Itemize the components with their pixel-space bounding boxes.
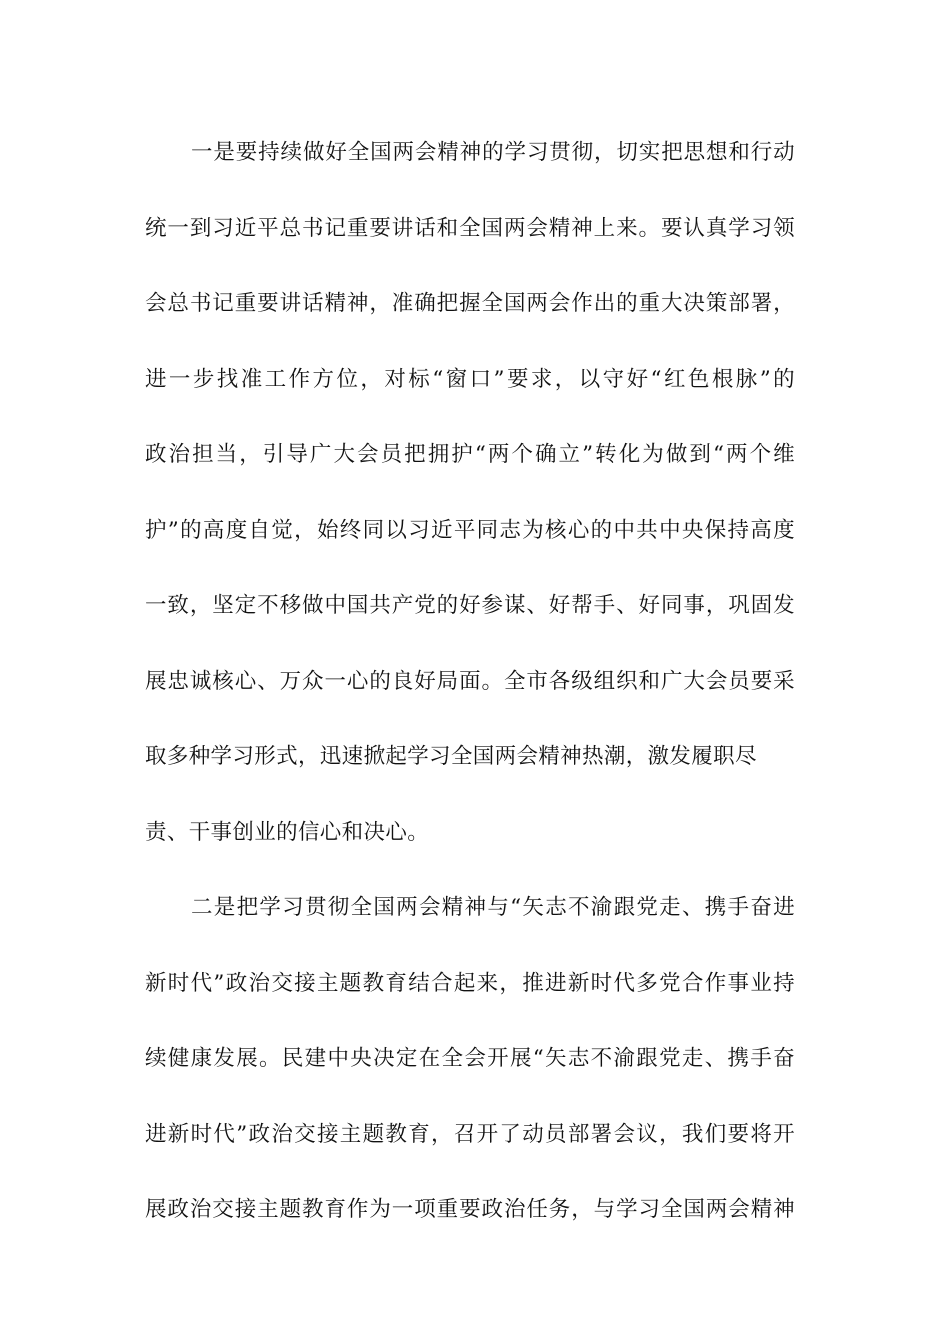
paragraph-line: 一是要持续做好全国两会精神的学习贯彻，切实把思想和行动 — [191, 140, 795, 165]
paragraph-2 — [145, 880, 795, 1258]
paragraph-line: 会总书记重要讲话精神，准确把握全国两会作出的重大决策部署， — [145, 291, 795, 316]
paragraph-line: 二是把学习贯彻全国两会精神与“矢志不渝跟党走、携手奋进 — [191, 895, 795, 920]
paragraph-line: 取多种学习形式，迅速掀起学习全国两会精神热潮，激发履职尽 — [145, 744, 757, 769]
paragraph-line: 一致，坚定不移做中国共产党的好参谋、好帮手、好同事，巩固发 — [145, 593, 795, 618]
document-body — [145, 125, 795, 1258]
paragraph-line: 展政治交接主题教育作为一项重要政治任务，与学习全国两会精神 — [145, 1197, 795, 1222]
paragraph-line: 责、干事创业的信心和决心。 — [145, 819, 430, 845]
paragraph-line: 护”的高度自觉，始终同以习近平同志为核心的中共中央保持高度 — [145, 517, 795, 543]
paragraph-line: 进一步找准工作方位，对标“窗口”要求，以守好“红色根脉”的 — [145, 366, 795, 392]
paragraph-line: 新时代”政治交接主题教育结合起来，推进新时代多党合作事业持 — [145, 970, 795, 996]
paragraph-1 — [145, 125, 795, 880]
paragraph-line: 续健康发展。民建中央决定在全会开展“矢志不渝跟党走、携手奋 — [145, 1046, 795, 1071]
paragraph-line: 政治担当，引导广大会员把拥护“两个确立”转化为做到“两个维 — [145, 442, 795, 467]
paragraph-line: 进新时代”政治交接主题教育，召开了动员部署会议，我们要将开 — [145, 1121, 795, 1147]
paragraph-line: 统一到习近平总书记重要讲话和全国两会精神上来。要认真学习领 — [145, 215, 795, 241]
paragraph-line: 展忠诚核心、万众一心的良好局面。全市各级组织和广大会员要采 — [145, 668, 795, 694]
